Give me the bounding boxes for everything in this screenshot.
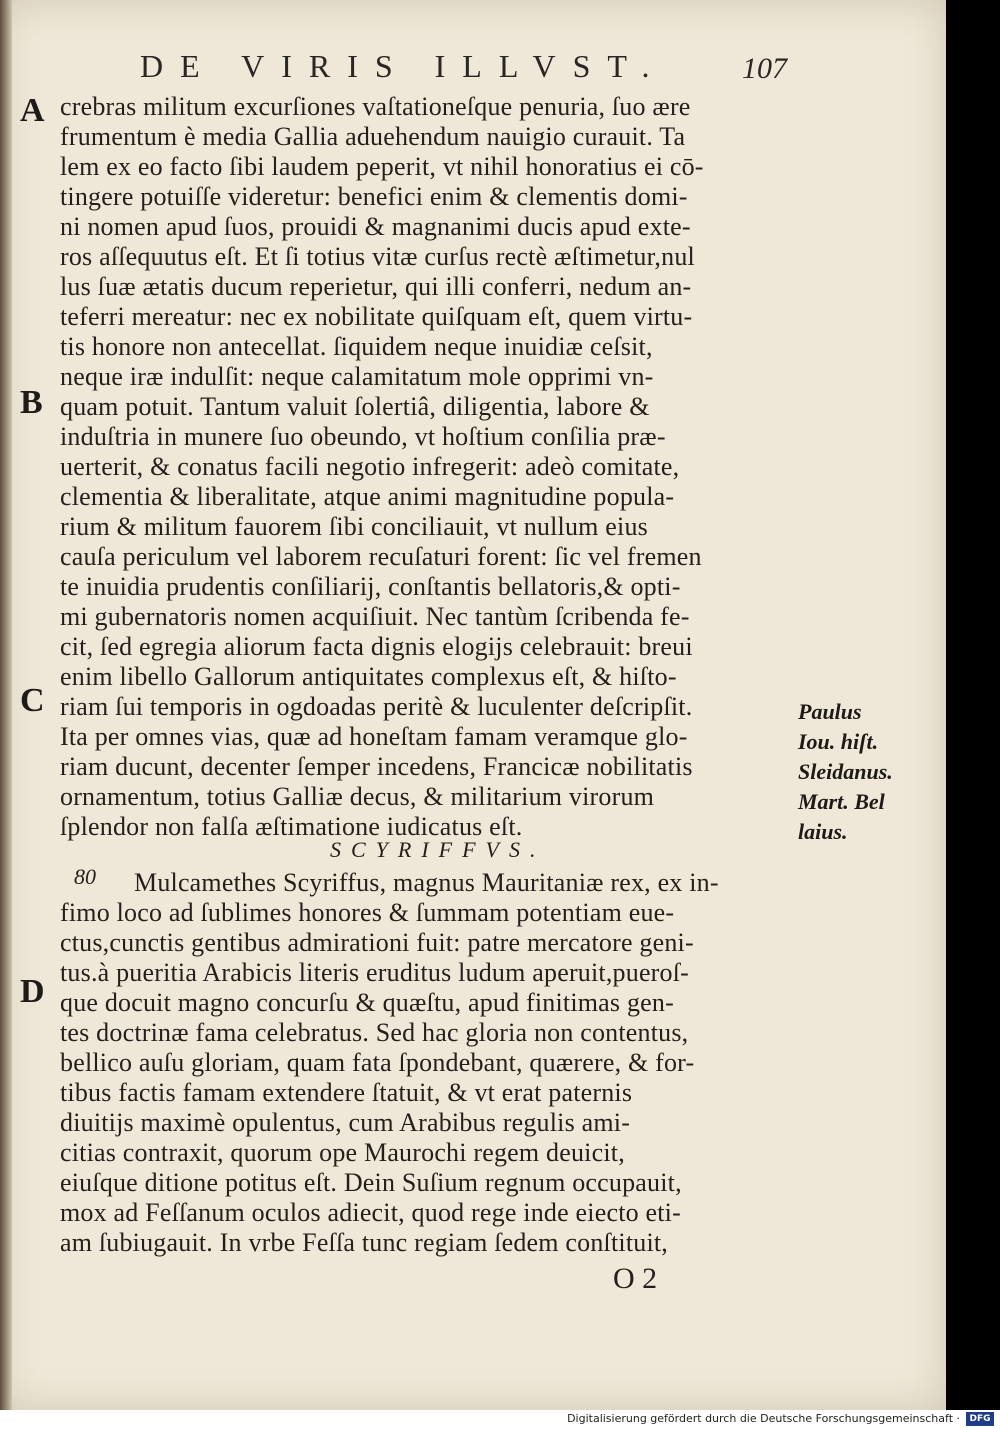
margin-letter-a: A [20,92,45,129]
text-line: lus ſuæ ætatis ducum reperietur, qui illi conferri, nedum an- [60,272,692,301]
text-line: teferri mereatur: nec ex nobilitate quiſquam eſt, quem virtu- [60,302,693,331]
text-line: quam potuit. Tantum valuit ſolertiâ, diligentia, labore & [60,392,650,421]
text-line: citias contraxit, quorum ope Maurochi regem deuicit, [60,1138,625,1167]
text-line: cauſa periculum vel laborem recuſaturi forent: ſic vel fremen [60,542,702,571]
text-line: crebras militum excurſiones vaſtationeſque penuria, ſuo ære [60,92,691,121]
text-line: am ſubiugauit. In vrbe Feſſa tunc regiam ſedem conſtituit, [60,1228,669,1257]
text-line: tibus factis famam extendere ſtatuit, & vt erat paternis [60,1078,633,1107]
text-line: ſplendor non falſa æſtimatione iudicatus eſt. [60,812,523,841]
margin-note: Sleidanus. [798,759,893,784]
footer-bar [0,1410,1000,1429]
text-line: ornamentum, totius Galliæ decus, & militarium virorum [60,782,655,811]
margin-letter-c: C [20,682,45,719]
text-line: Ita per omnes vias, quæ ad honeſtam famam veramque glo- [60,722,688,751]
signature-mark: O 2 [613,1262,658,1295]
text-line: bellico auſu gloriam, quam fata ſpondebant, quærere, & for- [60,1048,695,1077]
page-gutter-shadow [0,0,12,1410]
text-line: ni nomen apud ſuos, prouidi & magnanimi ducis apud exte- [60,212,691,241]
text-line: te inuidia prudentis conſiliarij, conſtantis bellatoris,& opti- [60,572,681,601]
text-line: enim libello Gallorum antiquitates complexus eſt, & hiſto- [60,662,677,691]
text-line: mi gubernatoris nomen acquiſiuit. Nec tantùm ſcribenda fe- [60,602,690,631]
text-line: uerterit, & conatus facili negotio infregerit: adeò comitate, [60,452,680,481]
section-number: 80 [74,864,96,889]
text-line: tes doctrinæ fama celebratus. Sed hac gloria non contentus, [60,1018,689,1047]
running-title: DE VIRIS ILLVST. [140,48,667,84]
text-line: tingere potuiſſe videretur: benefici enim & clementis domi- [60,182,688,211]
text-line: Mulcamethes Scyriffus, magnus Mauritaniæ rex, ex in- [134,868,719,897]
text-line: mox ad Feſſanum oculos adiecit, quod rege inde eiecto eti- [60,1198,681,1227]
text-line: frumentum è media Gallia aduehendum nauigio curauit. Ta [60,122,686,151]
section-heading: SCYRIFFVS. [330,837,546,862]
margin-note: Mart. Bel [798,789,885,814]
margin-note: Iou. hiſt. [798,729,879,754]
text-line: ros aſſequutus eſt. Et ſi totius vitæ curſus rectè æſtimetur,nul [60,242,695,271]
text-line: cit, ſed egregia aliorum facta dignis elogijs celebrauit: breui [60,632,693,661]
margin-letter-d: D [20,973,45,1010]
funding-credit: Digitalisierung gefördert durch die Deutsche Forschungsgemeinschaft · [567,1412,960,1425]
text-line: ctus,cunctis gentibus admirationi fuit: patre mercatore geni- [60,928,694,957]
text-line: clementia & liberalitate, atque animi magnitudine popula- [60,482,675,511]
page-number: 107 [742,52,787,85]
margin-note: laius. [798,819,848,844]
text-line: neque iræ indulſit: neque calamitatum mole opprimi vn- [60,362,654,391]
text-line: eiuſque ditione potitus eſt. Dein Suſium regnum occupauit, [60,1168,682,1197]
text-line: tis honore non antecellat. ſiquidem neque inuidiæ ceſsit, [60,332,653,361]
text-line: riam ſui temporis in ogdoadas peritè & luculenter deſcripſit. [60,692,693,721]
text-line: fimo loco ad ſublimes honores & ſummam potentiam eue- [60,898,675,927]
dfg-logo: DFG [966,1412,994,1426]
text-line: induſtria in munere ſuo obeundo, vt hoſtium conſilia præ- [60,422,666,451]
text-line: riam ducunt, decenter ſemper incedens, Francicæ nobilitatis [60,752,693,781]
text-line: diuitijs maximè opulentus, cum Arabibus regulis ami- [60,1108,631,1137]
margin-note: Paulus [798,699,862,724]
text-line: que docuit magno concurſu & quæſtu, apud finitimas gen- [60,988,674,1017]
text-line: tus.à pueritia Arabicis literis eruditus ludum aperuit,pueroſ- [60,958,690,987]
text-line: rium & militum fauorem ſibi conciliauit, vt nullum eius [60,512,648,541]
margin-letter-b: B [20,384,43,421]
text-line: lem ex eo facto ſibi laudem peperit, vt nihil honoratius ei cō- [60,152,704,181]
